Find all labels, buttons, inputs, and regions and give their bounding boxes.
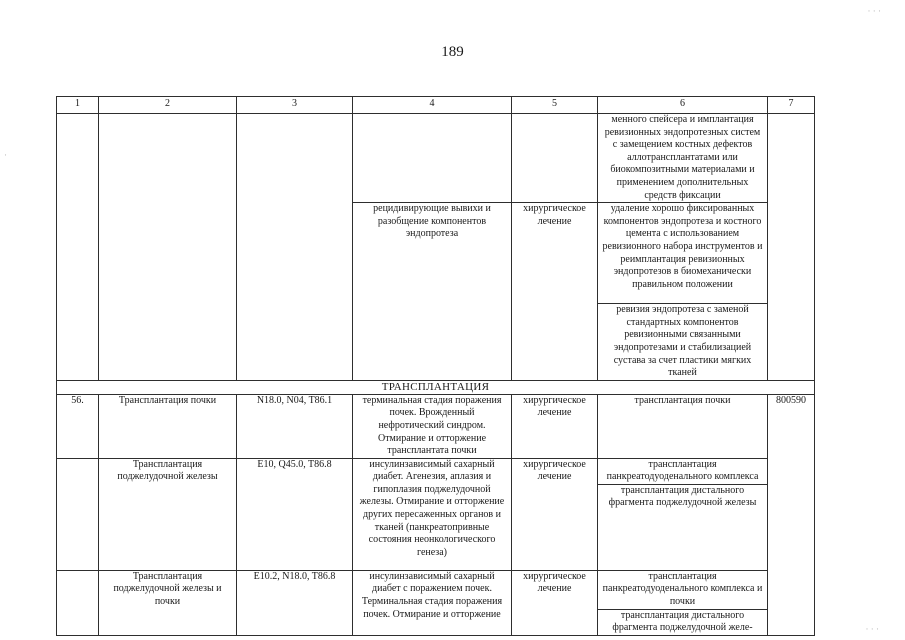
method-cell: ревизия эндопротеза с заменой стандартных компонентов ревизионными связанными эндопротезами и стабилизацией сустава за счет пластики мягких тканей <box>598 304 768 381</box>
row-number: 56. <box>57 394 99 458</box>
empty-cell <box>237 114 353 381</box>
table-row <box>57 570 815 609</box>
condition-cell: инсулинзависимый сахарный диабет с поражением почек. Терминальная стадия поражения почек. Отмирание и отторжение <box>353 570 512 635</box>
method-cell: трансплантация дистального фрагмента поджелудочной желе- <box>598 609 768 635</box>
continuation-row <box>57 114 815 203</box>
section-title: ТРАНСПЛАНТАЦИЯ <box>57 380 815 394</box>
edge-mark: · · · <box>865 624 879 634</box>
column-number: 1 <box>57 97 99 114</box>
empty-cell <box>99 114 237 381</box>
page-number: 189 <box>441 44 464 60</box>
edge-mark: · · · <box>867 6 881 16</box>
diagnosis-codes: N18.0, N04, T86.1 <box>237 394 353 458</box>
treatment-cell: хирургическое лечение <box>512 394 598 458</box>
column-number: 5 <box>512 97 598 114</box>
medical-care-table <box>56 96 815 636</box>
diagnosis-codes: E10.2, N18.0, T86.8 <box>237 570 353 635</box>
column-number-row <box>57 97 815 114</box>
method-cell: трансплантация дистального фрагмента поджелудочной железы <box>598 484 768 570</box>
empty-cell <box>57 458 99 570</box>
table-row <box>57 394 815 458</box>
column-number: 2 <box>99 97 237 114</box>
empty-cell <box>512 114 598 203</box>
method-cell: удаление хорошо фиксированных компонентов эндопротеза и костного цемента с использованием ревизионного набора инструментов и реимплантация ревизионных эндопротезов в биомеханически правильном положении <box>598 203 768 304</box>
empty-cell <box>57 570 99 635</box>
section-header-row <box>57 380 815 394</box>
edge-mark: · <box>4 150 7 160</box>
condition-cell: инсулинзависимый сахарный диабет. Агенезия, аплазия и гипоплазия поджелудочной железы. Отмирание и отторжение других пересаженных органов и тканей (панкреатопривные состояния неонкологического генеза) <box>353 458 512 570</box>
diagnosis-codes: E10, Q45.0, T86.8 <box>237 458 353 570</box>
cost-cell: 800590 <box>768 394 815 635</box>
method-cell: менного спейсера и имплантация ревизионных эндопротезных систем с замещением костных дефектов аллотрансплантатами или биокомпозитными материалами и применением дополнительных средств фиксации <box>598 114 768 203</box>
procedure-name: Трансплантация поджелудочной железы <box>99 458 237 570</box>
table-row <box>57 458 815 484</box>
treatment-cell: хирургическое лечение <box>512 458 598 570</box>
condition-cell: терминальная стадия поражения почек. Врожденный нефротический синдром. Отмирание и отторжение трансплантата почки <box>353 394 512 458</box>
condition-cell: рецидивирующие вывихи и разобщение компонентов эндопротеза <box>353 203 512 381</box>
method-cell: трансплантация панкреатодуоденального комплекса и почки <box>598 570 768 609</box>
procedure-name: Трансплантация поджелудочной железы и почки <box>99 570 237 635</box>
treatment-cell: хирургическое лечение <box>512 570 598 635</box>
empty-cell <box>353 114 512 203</box>
method-cell: трансплантация почки <box>598 394 768 458</box>
empty-cell <box>768 114 815 381</box>
column-number: 4 <box>353 97 512 114</box>
treatment-cell: хирургическое лечение <box>512 203 598 381</box>
column-number: 7 <box>768 97 815 114</box>
procedure-name: Трансплантация почки <box>99 394 237 458</box>
empty-cell <box>57 114 99 381</box>
column-number: 3 <box>237 97 353 114</box>
method-cell: трансплантация панкреатодуоденального комплекса <box>598 458 768 484</box>
column-number: 6 <box>598 97 768 114</box>
